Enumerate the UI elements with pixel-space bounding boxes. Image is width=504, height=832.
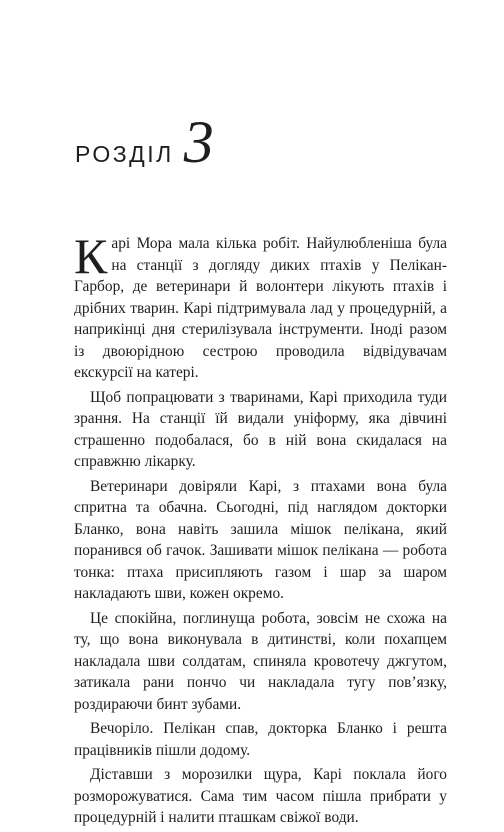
chapter-number: 3 xyxy=(183,109,214,175)
paragraph-4: Це спокійна, поглинуща робота, зовсім не схожа на ту, що вона виконувала в дитинстві, коли похапцем накладала шви солдатам, спиняла кровотечу джгутом, затикала рани пончо чи накладала тугу пов’язку, роздираючи бинт зубами. xyxy=(74,609,447,713)
drop-cap: К xyxy=(74,228,108,284)
chapter-word: РОЗДІЛ xyxy=(75,141,174,167)
chapter-body xyxy=(74,228,447,832)
paragraph-1 xyxy=(74,228,447,384)
paragraph-6: Діставши з морозилки щура, Карі поклала його розморожуватися. Сама тим часом пішла прибрати у процедурній і налити пташкам свіжої води. xyxy=(74,766,447,826)
chapter-heading xyxy=(75,109,214,175)
paragraph-1-text: арі Мора мала кілька робіт. Найулюбленіша була на станції з догляду диких птахів у Пелікан-Гарбор, де ветеринари й волонтери лікують птахів і дрібних тварин. Карі підтримувала лад у процедурній, а наприкінці дня стерилізувала інструменти. Іноді разом із двоюрідною сестрою проводила відвідувачам екскурсії на катері. xyxy=(74,235,447,381)
paragraph-3: Ветеринари довіряли Карі, з птахами вона була спритна та обачна. Сьогодні, під наглядом докторки Бланко, вона навіть зашила мішок пелікана, який поранився об гачок. Зашивати мішок пелікана — робота тонка: птаха присипляють газом і шар за шаром накладають шви, кожен окремо. xyxy=(74,477,447,602)
paragraph-5: Вечоріло. Пелікан спав, докторка Бланко і решта працівників пішли додому. xyxy=(74,720,447,759)
paragraph-2: Щоб попрацювати з тваринами, Карі приходила туди зрання. На станції їй видали уніформу, яка дівчині страшенно подобалася, бо в ній вона скидалася на справжню лікарку. xyxy=(74,388,447,470)
